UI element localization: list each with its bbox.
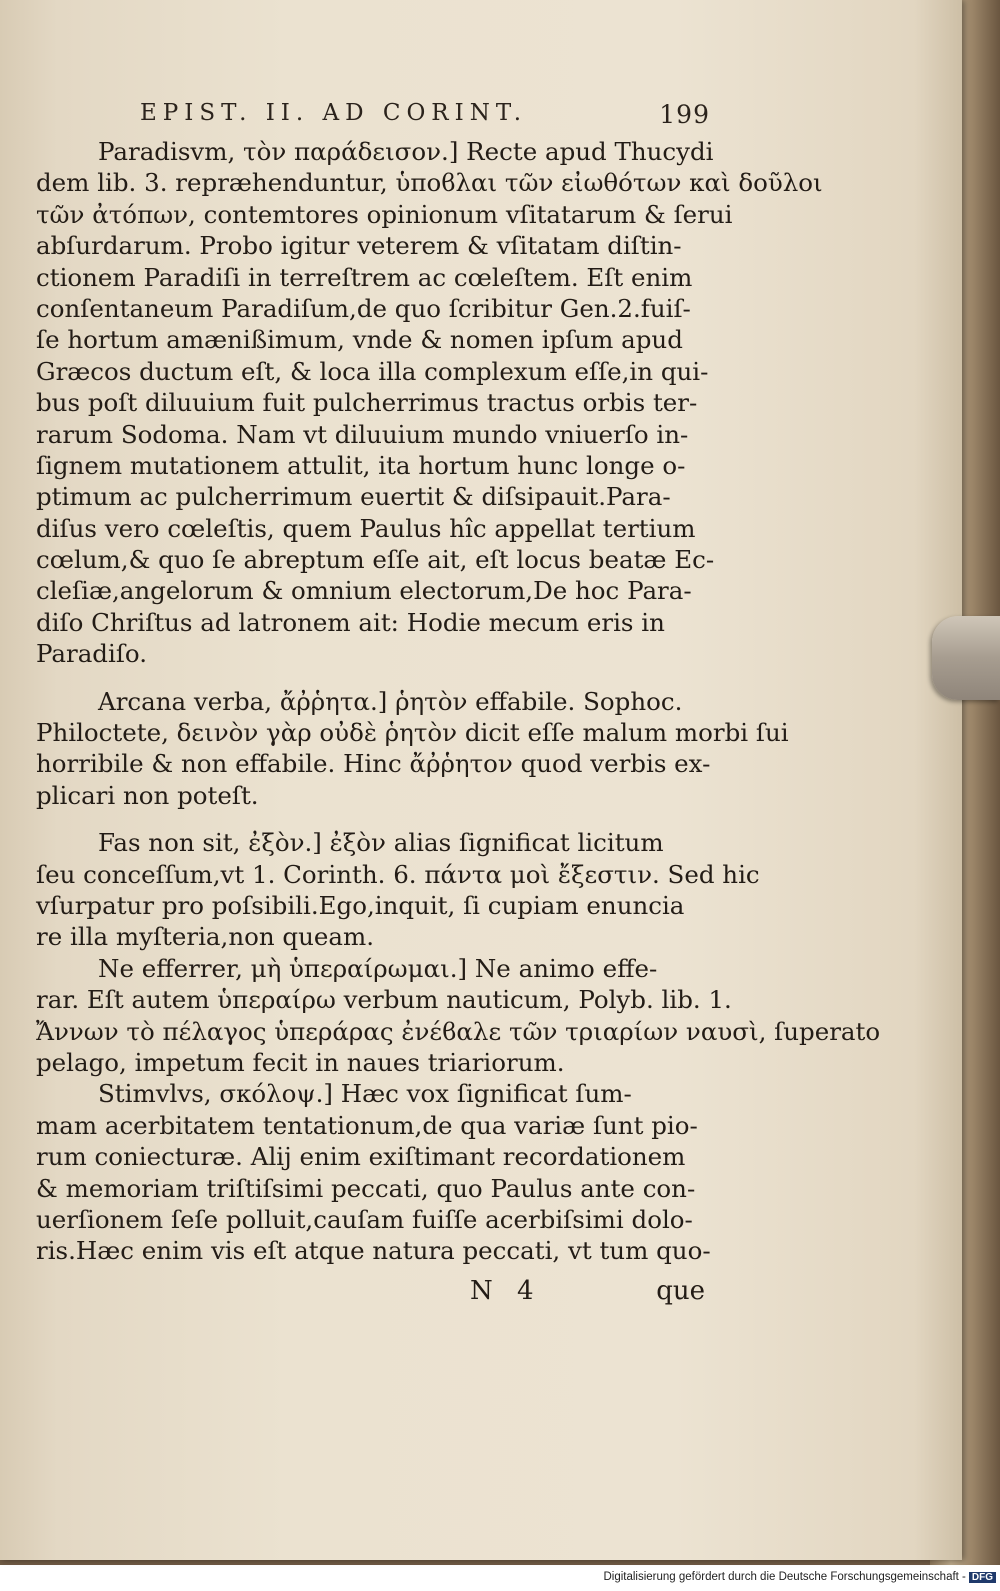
- text-line: Fas non sit, ἐξὸν.] ἐξὸν alias ſignificat licitum: [98, 828, 664, 858]
- dfg-logo-icon: DFG: [969, 1572, 996, 1583]
- text-line: Paradisvm, τὸν παράδεισον.] Recte apud Thucydi: [98, 137, 714, 166]
- text-line: ptimum ac pulcherrimum euertit & diſsipauit.Para-: [36, 482, 671, 512]
- text-line: re illa myſteria,non queam.: [36, 922, 375, 952]
- paragraph-gap: [36, 811, 716, 827]
- text-line: uerſionem ſeſe polluit,cauſam fuiſſe acerbiſsimi dolo-: [36, 1204, 693, 1234]
- page-number: 199: [659, 100, 710, 129]
- text-line: cleſiæ,angelorum & omnium electorum,De hoc Para-: [36, 576, 692, 606]
- text-line: mam acerbitatem tentationum,de qua variæ ſunt pio-: [36, 1110, 698, 1140]
- text-line: ſignem mutationem attulit, ita hortum hunc longe o-: [36, 450, 686, 480]
- text-line: ſeu conceſſum,vt 1. Corinth. 6. πάντα μοὶ ἔξεστιν. Sed hic: [36, 859, 760, 889]
- text-line: diſo Chriſtus ad latronem ait: Hodie mecum eris in: [36, 607, 665, 637]
- running-header: [140, 100, 710, 129]
- running-title: EPIST. II. AD CORINT.: [140, 100, 528, 126]
- text-line: abſurdarum. Probo igitur veterem & vſitatam diſtin-: [36, 231, 682, 261]
- text-line: cœlum,& quo ſe abreptum eſſe ait, eſt locus beatæ Ec-: [36, 545, 715, 575]
- page-clip-icon: [932, 616, 1000, 700]
- text-line: Ἄννων τὸ πέλαγος ὑπεράρας ἐνέϐαλε τῶν τριαρίων ναυσὶ, ſuperato: [36, 1016, 881, 1046]
- digitization-credit: [596, 1571, 996, 1583]
- text-line: ctionem Paradiſi in terreſtrem ac cœleſtem. Eſt enim: [36, 262, 693, 292]
- text-line: ris.Hæc enim vis eſt atque natura peccati, vt tum quo-: [36, 1236, 711, 1266]
- paragraph-gap: [36, 670, 716, 686]
- signature-mark: N 4: [470, 1276, 542, 1306]
- text-line: rum coniecturæ. Alij enim exiſtimant recordationem: [36, 1142, 686, 1172]
- text-line: plicari non poteſt.: [36, 780, 259, 810]
- text-line: diſus vero cœleſtis, quem Paulus hîc appellat tertium: [36, 513, 696, 543]
- text-line: conſentaneum Paradiſum,de quo ſcribitur Gen.2.fuiſ-: [36, 293, 691, 323]
- text-line: Philoctete, δεινὸν γὰρ οὐδὲ ῥητὸν dicit eſſe malum morbi ſui: [36, 718, 789, 748]
- text-line: rarum Sodoma. Nam vt diluuium mundo vniuerſo in-: [36, 419, 689, 449]
- text-line: Stimvlvs, σκόλοψ.] Hæc vox ſignificat ſum-: [98, 1079, 632, 1109]
- text-line: ſe hortum amænißimum, vnde & nomen ipſum apud: [36, 325, 683, 355]
- text-line: τῶν ἀτόπων, contemtores opinionum vſitatarum & ſerui: [36, 199, 733, 229]
- text-line: Arcana verba, ἄῤῥητα.] ῥητὸν effabile. Sophoc.: [98, 686, 683, 716]
- text-line: vſurpatur pro poſsibili.Ego,inquit, ſi cupiam enuncia: [36, 890, 685, 920]
- text-line: dem lib. 3. repræhenduntur, ὑποϐλαι τῶν εἰωθότων καὶ δοῦλοι: [36, 168, 823, 198]
- body-text: [36, 136, 881, 1267]
- text-line: bus poſt diluuium fuit pulcherrimus tractus orbis ter-: [36, 388, 698, 418]
- text-line: Paradiſo.: [36, 639, 148, 669]
- text-line: horribile & non effabile. Hinc ἄῤῥητον quod verbis ex-: [36, 749, 711, 779]
- text-line: Græcos ductum eſt, & loca illa complexum eſſe,in qui-: [36, 356, 709, 386]
- text-line: rar. Eſt autem ὑπεραίρω verbum nauticum, Polyb. lib. 1.: [36, 985, 732, 1015]
- text-line: pelago, impetum fecit in naues triariorum.: [36, 1047, 565, 1077]
- text-line: Ne efferrer, μὴ ὑπεραίρωμαι.] Ne animo effe-: [98, 953, 658, 983]
- text-line: & memoriam triſtiſsimi peccati, quo Paulus ante con-: [36, 1173, 696, 1203]
- catchword: que: [656, 1276, 705, 1306]
- digitization-note: Digitalisierung gefördert durch die Deutsche Forschungsgemeinschaft -: [603, 1571, 966, 1583]
